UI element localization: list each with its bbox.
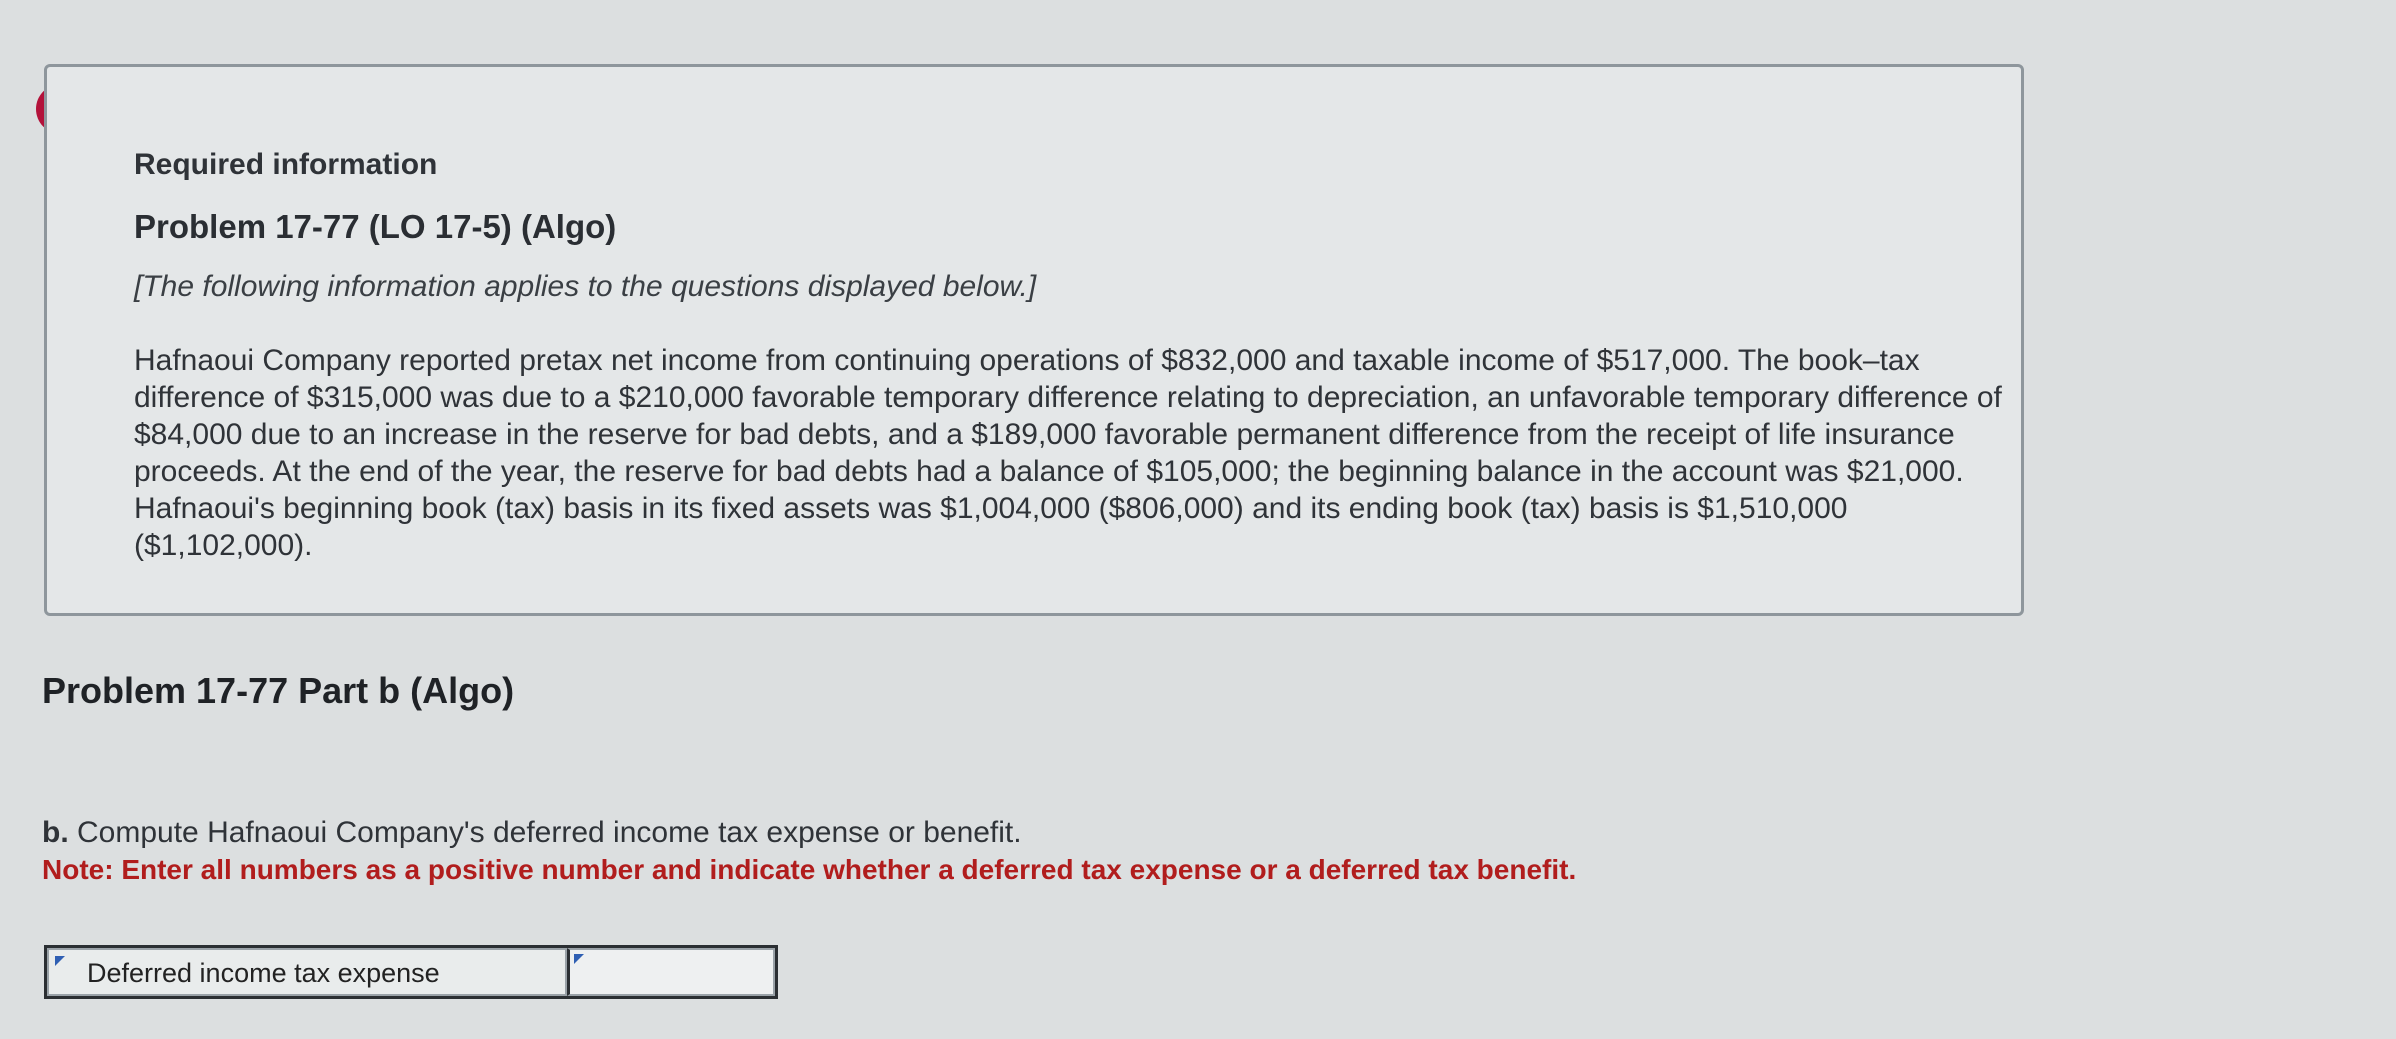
applies-note: [The following information applies to the questions displayed below.] <box>134 270 1037 303</box>
part-title: Problem 17-77 Part b (Algo) <box>42 670 515 711</box>
question <box>42 816 1022 850</box>
deferred-tax-amount-input[interactable] <box>570 950 773 994</box>
problem-description: Hafnaoui Company reported pretax net income from continuing operations of $832,000 and taxable income of $517,000. The book–tax difference of $315,000 was due to a $210,000 favorable temporary difference relating to depreciation, an unfavorable temporary difference of $84,000 due to an increase in the reserve for bad debts, and a $189,000 favorable permanent difference from the receipt of life insurance proceeds. At the end of the year, the reserve for bad debts had a balance of $105,000; the beginning balance in the account was $21,000. Hafnaoui's beginning book (tax) basis in its fixed assets was $1,004,000 ($806,000) and its ending book (tax) basis is $1,510,000 ($1,102,000). <box>134 344 2002 562</box>
problem-title: Problem 17-77 (LO 17-5) (Algo) <box>134 208 617 245</box>
deferred-tax-type-dropdown[interactable]: Deferred income tax expense <box>47 948 567 996</box>
deferred-tax-amount-cell[interactable] <box>567 948 775 996</box>
instruction-note: Note: Enter all numbers as a positive number and indicate whether a deferred tax expense or a deferred tax benefit. <box>42 854 1577 885</box>
question-letter: b. <box>42 816 69 849</box>
answer-table <box>44 945 778 999</box>
required-information-title: Required information <box>134 148 438 181</box>
question-text: Compute Hafnaoui Company's deferred income tax expense or benefit. <box>77 816 1022 849</box>
